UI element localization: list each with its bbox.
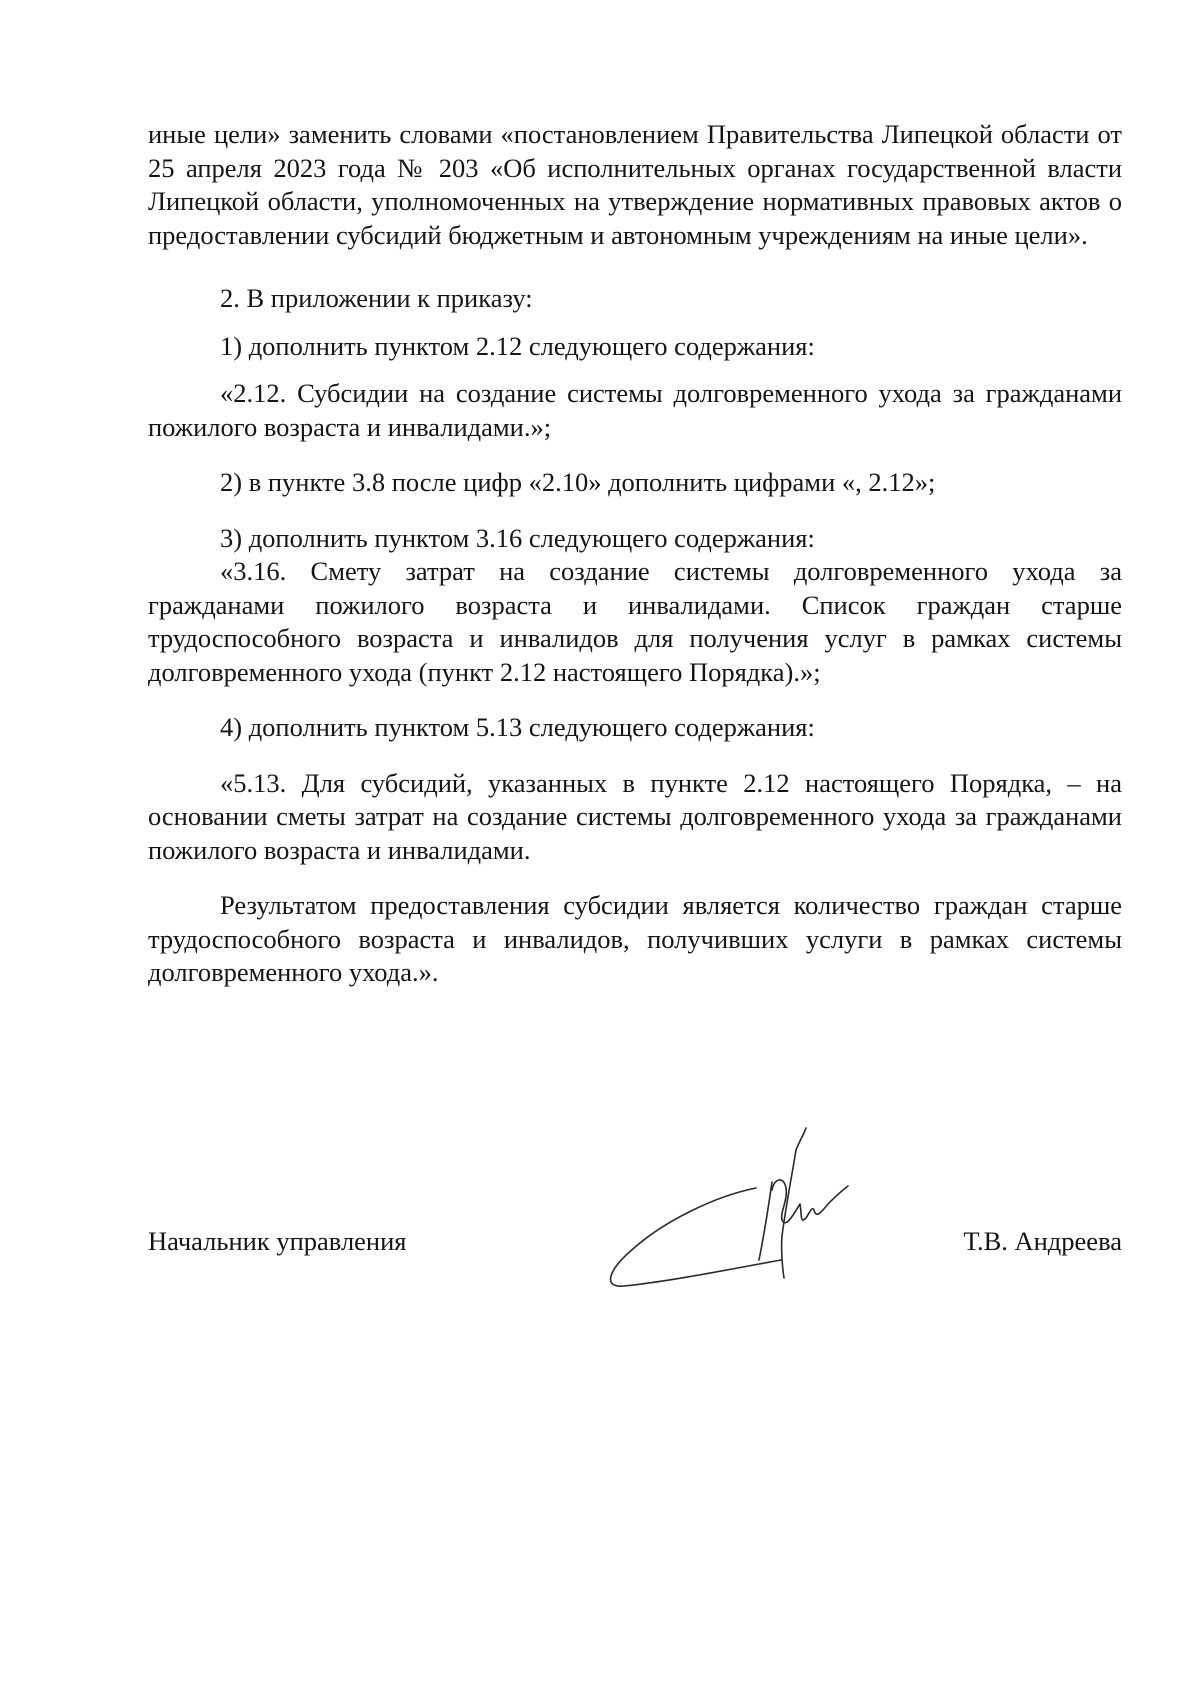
paragraph-item-2: 2) в пункте 3.8 после цифр «2.10» дополнить цифрами «, 2.12»; bbox=[220, 467, 936, 497]
paragraph-clause-3-16: «3.16. Смету затрат на создание системы долговременного ухода за гражданами пожилого возраста и инвалидами. Список граждан старше трудоспособного возраста и инвалидов для получения услуг в рамках системы долговременного ухода (пункт 2.12 настоящего Порядка).»; bbox=[148, 556, 1122, 687]
paragraph-clause-5-13: «5.13. Для субсидий, указанных в пункте 2.12 настоящего Порядка, – на основании сметы затрат на создание системы долговременного ухода за гражданами пожилого возраста и инвалидами. bbox=[148, 767, 1122, 865]
paragraph-item-1: 1) дополнить пунктом 2.12 следующего содержания: bbox=[220, 330, 815, 361]
paragraph-clause-2-12: «2.12. Субсидии на создание системы долговременного ухода за гражданами пожилого возраста и инвалидами.»; bbox=[148, 378, 1122, 442]
paragraph-amendment-intro: иные цели» заменить словами «постановлением Правительства Липецкой области от 25 апреля 2023 года № 203 «Об исполнительных органах государственной власти Липецкой области, уполномоченных на утверждение нормативных правовых актов о предоставлении субсидий бюджетным и автономным учреждениям на иные цели». bbox=[148, 119, 1122, 250]
paragraph-result: Результатом предоставления субсидии является количество граждан старше трудоспособного возраста и инвалидов, получивших услуги в рамках системы долговременного ухода.». bbox=[148, 890, 1122, 987]
paragraph-item-3: 3) дополнить пунктом 3.16 следующего содержания: bbox=[220, 522, 815, 553]
paragraph-appendix-heading: 2. В приложении к приказу: bbox=[220, 283, 533, 313]
handwritten-signature bbox=[596, 1120, 886, 1290]
paragraph-item-4: 4) дополнить пунктом 5.13 следующего содержания: bbox=[220, 712, 815, 742]
document-body bbox=[148, 118, 1122, 990]
signer-name: Т.В. Андреева bbox=[963, 1226, 1122, 1256]
signer-position: Начальник управления bbox=[148, 1226, 407, 1256]
